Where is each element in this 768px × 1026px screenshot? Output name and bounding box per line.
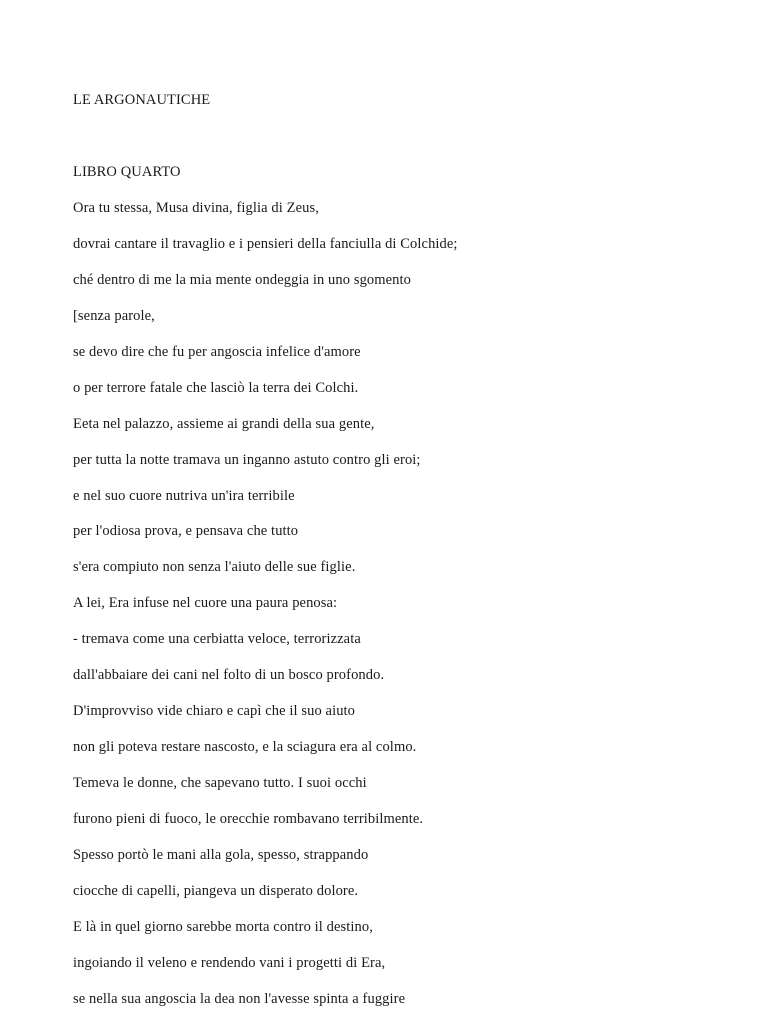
verse-list [73, 199, 458, 1026]
verse-line: dovrai cantare il travaglio e i pensieri della fanciulla di Colchide; [73, 235, 458, 252]
verse-line: se devo dire che fu per angoscia infelice d'amore [73, 343, 361, 360]
verse-line: Temeva le donne, che sapevano tutto. I suoi occhi [73, 775, 367, 791]
verse-line: se nella sua angoscia la dea non l'avesse spinta a fuggire [73, 990, 406, 1007]
verse-line: ché dentro di me la mia mente ondeggia in uno sgomento [73, 271, 412, 288]
verse-line: e nel suo cuore nutriva un'ira terribile [73, 487, 295, 504]
verse-line: non gli poteva restare nascosto, e la sciagura era al colmo. [73, 739, 417, 756]
verse-line: ingoiando il veleno e rendendo vani i progetti di Era, [73, 954, 386, 971]
verse-line: per tutta la notte tramava un inganno astuto contro gli eroi; [73, 451, 421, 468]
verse-line: ciocche di capelli, piangeva un disperato dolore. [73, 882, 359, 899]
book-title: LIBRO QUARTO [73, 164, 181, 180]
verse-line: D'improvviso vide chiaro e capì che il suo aiuto [73, 703, 356, 720]
verse-line: furono pieni di fuoco, le orecchie rombavano terribilmente. [73, 810, 424, 827]
verse-line: dall'abbaiare dei cani nel folto di un bosco profondo. [73, 667, 385, 684]
verse-line: Eeta nel palazzo, assieme ai grandi della sua gente, [73, 415, 375, 432]
verse-line: s'era compiuto non senza l'aiuto delle sue figlie. [73, 559, 356, 576]
verse-line: [senza parole, [73, 307, 155, 324]
verse-line: E là in quel giorno sarebbe morta contro il destino, [73, 918, 373, 935]
verse-line: per l'odiosa prova, e pensava che tutto [73, 523, 299, 540]
verse-line: Ora tu stessa, Musa divina, figlia di Zeus, [73, 200, 319, 216]
verse-line: - tremava come una cerbiatta veloce, terrorizzata [73, 631, 361, 648]
verse-line: o per terrore fatale che lasciò la terra dei Colchi. [73, 379, 359, 396]
verse-line: Spesso portò le mani alla gola, spesso, strappando [73, 846, 369, 863]
document-title: LE ARGONAUTICHE [73, 92, 211, 108]
verse-line: A lei, Era infuse nel cuore una paura penosa: [73, 595, 338, 612]
